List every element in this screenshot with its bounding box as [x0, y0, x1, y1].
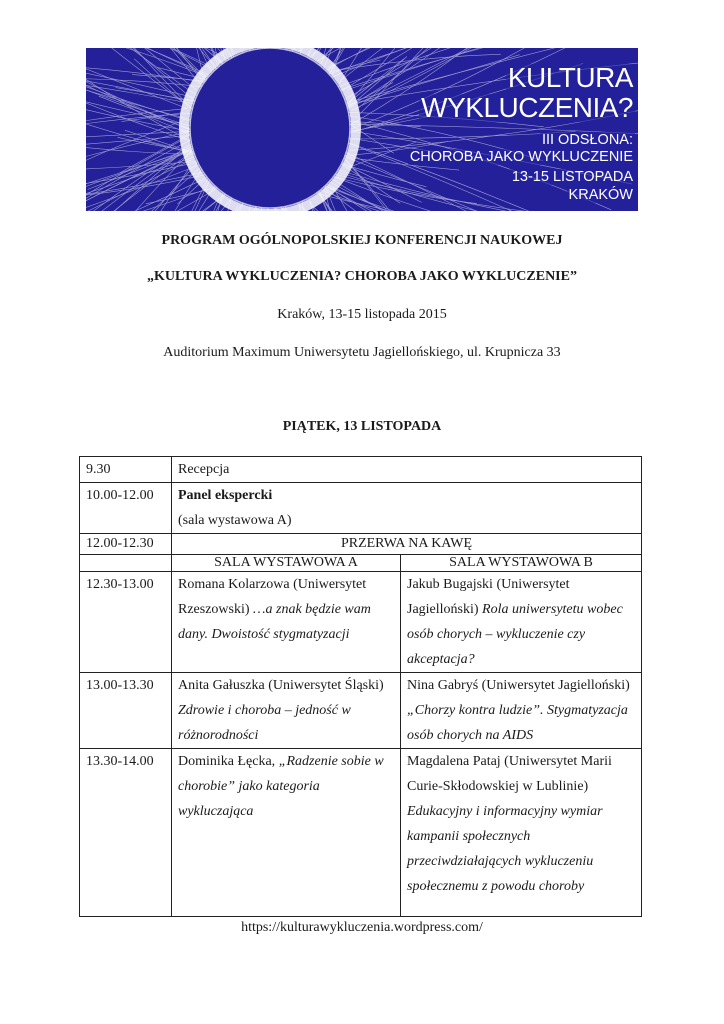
table-row	[80, 483, 642, 534]
talk-cell-b	[401, 749, 642, 917]
banner-theme: CHOROBA JAKO WYKLUCZENIE	[409, 149, 633, 165]
website-link[interactable]: https://kulturawykluczenia.wordpress.com/	[241, 920, 483, 935]
schedule-table	[79, 456, 642, 917]
talk-author: Dominika Łęcka,	[178, 754, 279, 769]
conference-subtitle: „KULTURA WYKLUCZENIA? CHOROBA JAKO WYKLUCZENIE”	[147, 269, 577, 284]
time-cell: 12.30-13.00	[80, 572, 172, 673]
table-row	[80, 572, 642, 673]
table-row	[80, 673, 642, 749]
table-row	[80, 457, 642, 483]
talk-author: Jakub Bugajski (Uniwersytet Jagielloński)	[407, 577, 570, 617]
talk-title: „Radzenie sobie w chorobie”	[178, 754, 384, 794]
banner-title-line1: KULTURA	[507, 62, 633, 93]
talk-author: Anita Gałuszka (Uniwersytet Śląski)	[178, 678, 384, 693]
table-row	[80, 749, 642, 917]
talk-title: …a znak będzie wam dany. Dwoistość stygmatyzacji	[178, 602, 371, 642]
event-cell: Recepcja	[172, 457, 642, 483]
talk-author: Romana Kolarzowa (Uniwersytet Rzeszowski)	[178, 577, 367, 617]
program-title: PROGRAM OGÓLNOPOLSKIEJ KONFERENCJI NAUKOWEJ	[161, 233, 563, 248]
panel-note: (sala wystawowa A)	[178, 513, 292, 528]
talk-title-rest: jako kategoria wykluczająca	[178, 779, 320, 819]
time-cell: 13.00-13.30	[80, 673, 172, 749]
talk-cell-a	[172, 673, 401, 749]
table-row	[80, 555, 642, 572]
banner-edition: III ODSŁONA:	[541, 132, 633, 148]
time-cell: 12.00-12.30	[80, 534, 172, 555]
room-a-header: SALA WYSTAWOWA A	[172, 555, 401, 572]
empty-cell	[80, 555, 172, 572]
room-b-header: SALA WYSTAWOWA B	[401, 555, 642, 572]
panel-title: Panel ekspercki	[178, 488, 273, 503]
table-row	[80, 534, 642, 555]
talk-cell-a	[172, 572, 401, 673]
talk-cell-b	[401, 572, 642, 673]
time-cell: 10.00-12.00	[80, 483, 172, 534]
talk-title: Rola uniwersytetu wobec osób chorych – wykluczenie czy akceptacja?	[407, 602, 623, 667]
talk-author: Magdalena Pataj (Uniwersytet Marii Curie-Skłodowskiej w Lublinie)	[407, 754, 612, 794]
banner-dates: 13-15 LISTOPADA	[511, 169, 633, 185]
talk-cell-b	[401, 673, 642, 749]
talk-title: Zdrowie i choroba – jedność w różnorodności	[178, 703, 351, 743]
banner-title-line2: WYKLUCZENIA?	[421, 92, 633, 123]
day-title: PIĄTEK, 13 LISTOPADA	[282, 419, 442, 434]
talk-cell-a	[172, 749, 401, 917]
talk-title: Edukacyjny i informacyjny wymiar kampanii społecznych przeciwdziałających wykluczeniu społecznemu z powodu choroby	[407, 804, 603, 894]
date-place: Kraków, 13-15 listopada 2015	[277, 307, 447, 322]
conference-banner	[86, 48, 638, 211]
venue: Auditorium Maximum Uniwersytetu Jagiellońskiego, ul. Krupnicza 33	[163, 345, 561, 360]
time-cell: 9.30	[80, 457, 172, 483]
event-cell	[172, 483, 642, 534]
time-cell: 13.30-14.00	[80, 749, 172, 917]
break-cell: PRZERWA NA KAWĘ	[172, 534, 642, 555]
talk-title: „Chorzy kontra ludzie”. Stygmatyzacja osób chorych na AIDS	[407, 703, 628, 743]
banner-city: KRAKÓW	[568, 187, 633, 203]
talk-author: Nina Gabryś (Uniwersytet Jagielloński)	[407, 678, 630, 693]
